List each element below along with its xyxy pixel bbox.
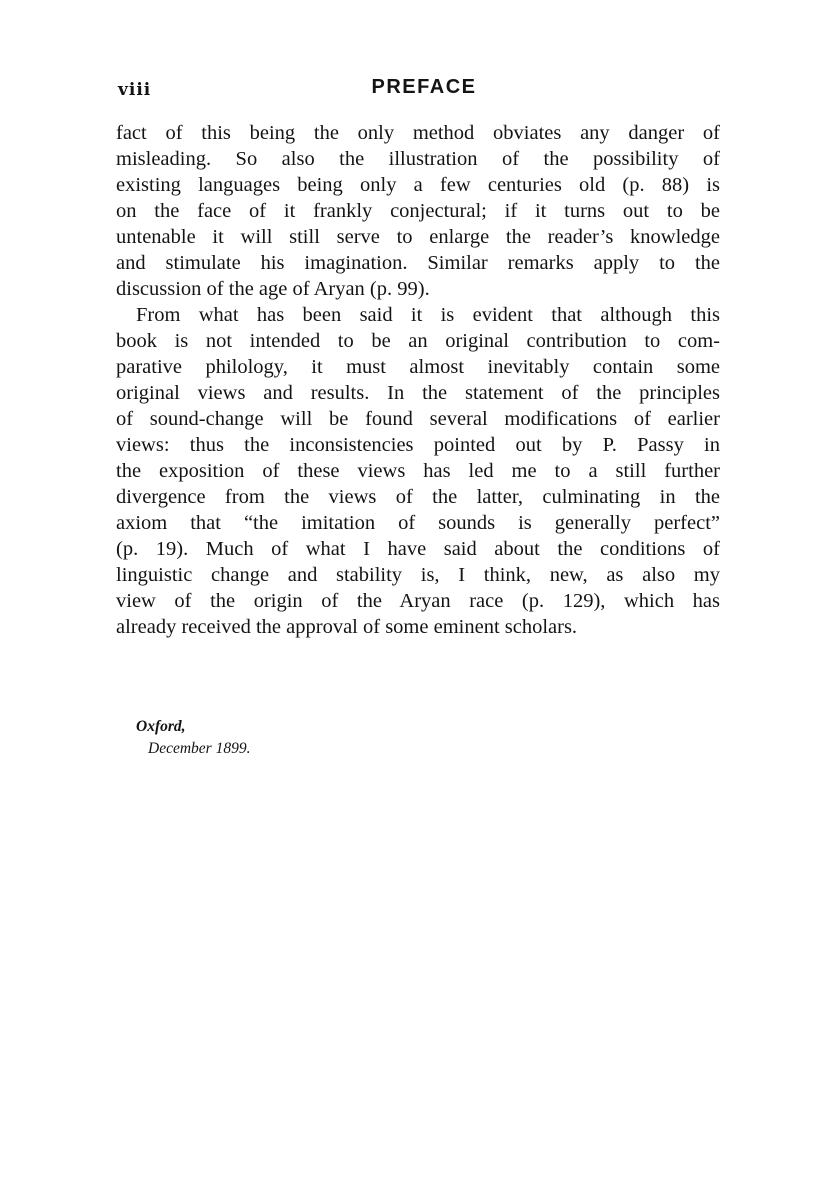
signoff-date: December 1899. — [148, 740, 251, 757]
text-line: axiom that “the imitation of sounds is generally perfect” — [116, 512, 720, 534]
text-line: book is not intended to be an original contribution to com- — [116, 330, 720, 352]
running-head — [116, 76, 720, 104]
text-line: discussion of the age of Aryan (p. 99). — [116, 278, 430, 300]
text-line: divergence from the views of the latter, culminating in the — [116, 486, 720, 508]
text-line: already received the approval of some eminent scholars. — [116, 616, 578, 638]
text-line: existing languages being only a few centuries old (p. 88) is — [116, 174, 720, 196]
paragraph-2 — [116, 302, 720, 640]
text-line: views: thus the inconsistencies pointed out by P. Passy in — [116, 434, 720, 456]
signoff-place: Oxford, — [136, 718, 186, 735]
text-line: (p. 19). Much of what I have said about the conditions of — [116, 538, 720, 560]
paragraph-1 — [116, 120, 720, 302]
text-line: and stimulate his imagination. Similar remarks apply to the — [116, 252, 720, 274]
running-title: PREFACE — [371, 76, 477, 98]
text-line: From what has been said it is evident that although this — [136, 304, 720, 326]
text-line: parative philology, it must almost inevitably contain some — [116, 356, 720, 378]
text-line: linguistic change and stability is, I think, new, as also my — [116, 564, 720, 586]
text-line: of sound-change will be found several modifications of earlier — [116, 408, 720, 430]
text-line: the exposition of these views has led me to a still further — [116, 460, 720, 482]
text-line: view of the origin of the Aryan race (p. 129), which has — [116, 590, 720, 612]
signoff — [136, 716, 250, 760]
body-text — [116, 120, 720, 640]
text-line: misleading. So also the illustration of the possibility of — [116, 148, 720, 170]
text-line: fact of this being the only method obviates any danger of — [116, 122, 720, 144]
text-line: original views and results. In the statement of the principles — [116, 382, 720, 404]
page-number: viii — [118, 80, 152, 100]
text-line: on the face of it frankly conjectural; if it turns out to be — [116, 200, 720, 222]
text-line: untenable it will still serve to enlarge the reader’s knowledge — [116, 226, 720, 248]
